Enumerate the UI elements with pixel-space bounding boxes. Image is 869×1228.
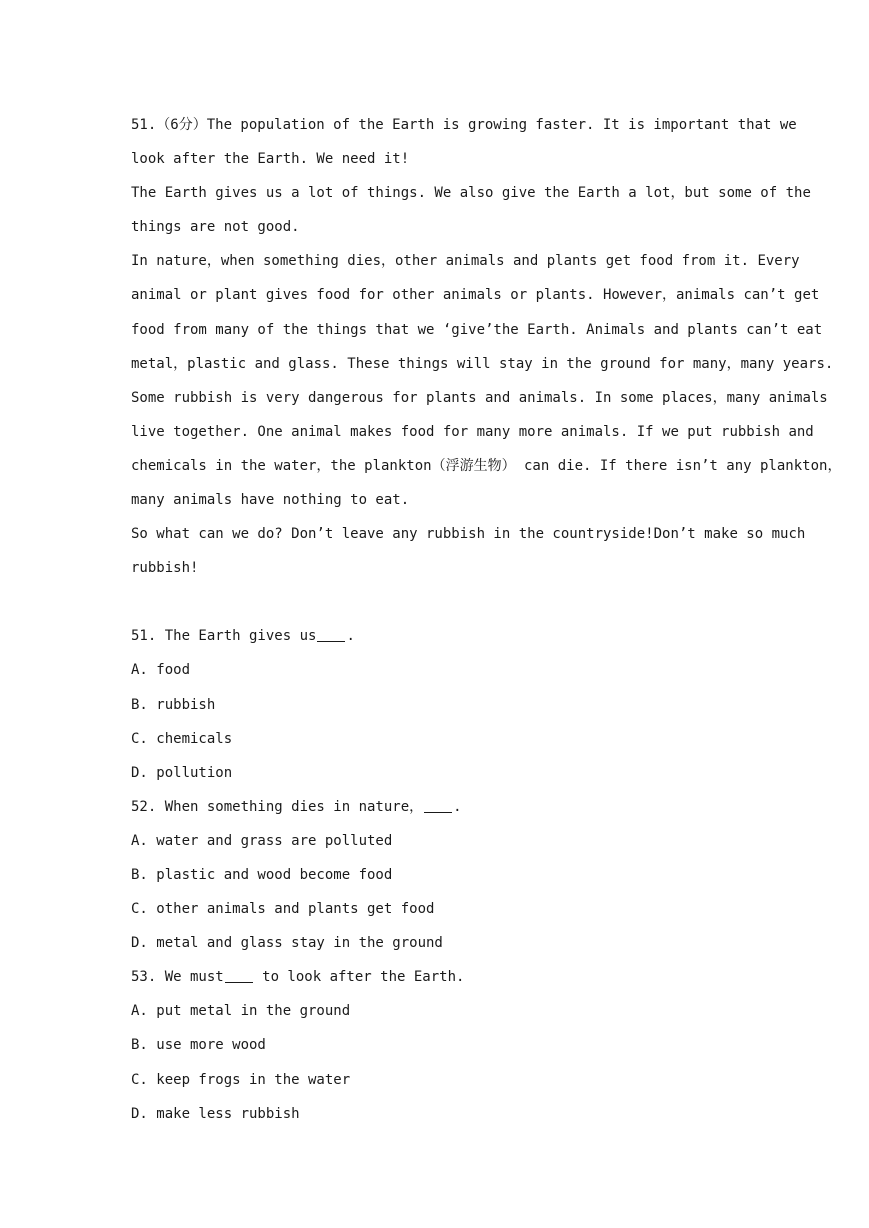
answer-blank [225,968,253,983]
stem-text: 51. The Earth gives us [131,628,317,645]
stem-text: 53. We must [131,969,224,986]
answer-option: B. plastic and wood become food [131,866,393,883]
stem-text-end: to look after the Earth. [253,969,465,986]
passage-line: things are not good. [131,219,300,236]
passage-line: look after the Earth. We need it! [131,151,410,168]
answer-option: A. water and grass are polluted [131,832,393,849]
answer-option: B. rubbish [131,696,216,713]
answer-option: D. make less rubbish [131,1105,300,1122]
passage-line: The Earth gives us a lot of things. We also give the Earth a lot，but some of the [131,185,811,202]
stem-text-end: . [453,798,462,815]
section-spacer [131,585,739,619]
passage-line: rubbish! [131,560,199,577]
question-stem [131,790,739,824]
answer-option: D. pollution [131,764,233,781]
reading-passage [131,108,842,585]
passage-line: many animals have nothing to eat. [131,492,410,509]
passage-line: So what can we do? Don’t leave any rubbish in the countryside!Don’t make so much [131,526,806,543]
document-page [131,108,842,1131]
passage-line: chemicals in the water，the plankton（浮游生物） can die. If there isn’t any plankton， [131,457,842,474]
answer-option: C. keep frogs in the water [131,1071,351,1088]
passage-line: Some rubbish is very dangerous for plants and animals. In some places，many animals [131,389,828,406]
passage-line: metal，plastic and glass. These things will stay in the ground for many，many years. [131,355,834,372]
answer-blank [317,627,345,642]
passage-line: In nature，when something dies，other animals and plants get food from it. Every [131,253,800,270]
answer-option: C. other animals and plants get food [131,901,435,918]
passage-line: live together. One animal makes food for many more animals. If we put rubbish and [131,423,814,440]
question-53 [131,960,739,1130]
passage-line: 51.（6分）The population of the Earth is growing faster. It is important that we [131,117,797,133]
answer-option: C. chemicals [131,730,233,747]
question-stem [131,960,739,994]
question-52 [131,790,739,960]
answer-option: D. metal and glass stay in the ground [131,935,443,952]
answer-option: A. food [131,662,191,679]
answer-option: A. put metal in the ground [131,1003,351,1020]
answer-option: B. use more wood [131,1037,266,1054]
passage-line: food from many of the things that we ‘give’the Earth. Animals and plants can’t eat [131,321,823,338]
answer-blank [424,798,452,813]
stem-text-end: . [346,628,355,645]
passage-line: animal or plant gives food for other animals or plants. However，animals can’t get [131,287,820,304]
question-stem [131,619,739,653]
question-51 [131,619,739,789]
stem-text: 52. When something dies in nature， [131,798,424,815]
